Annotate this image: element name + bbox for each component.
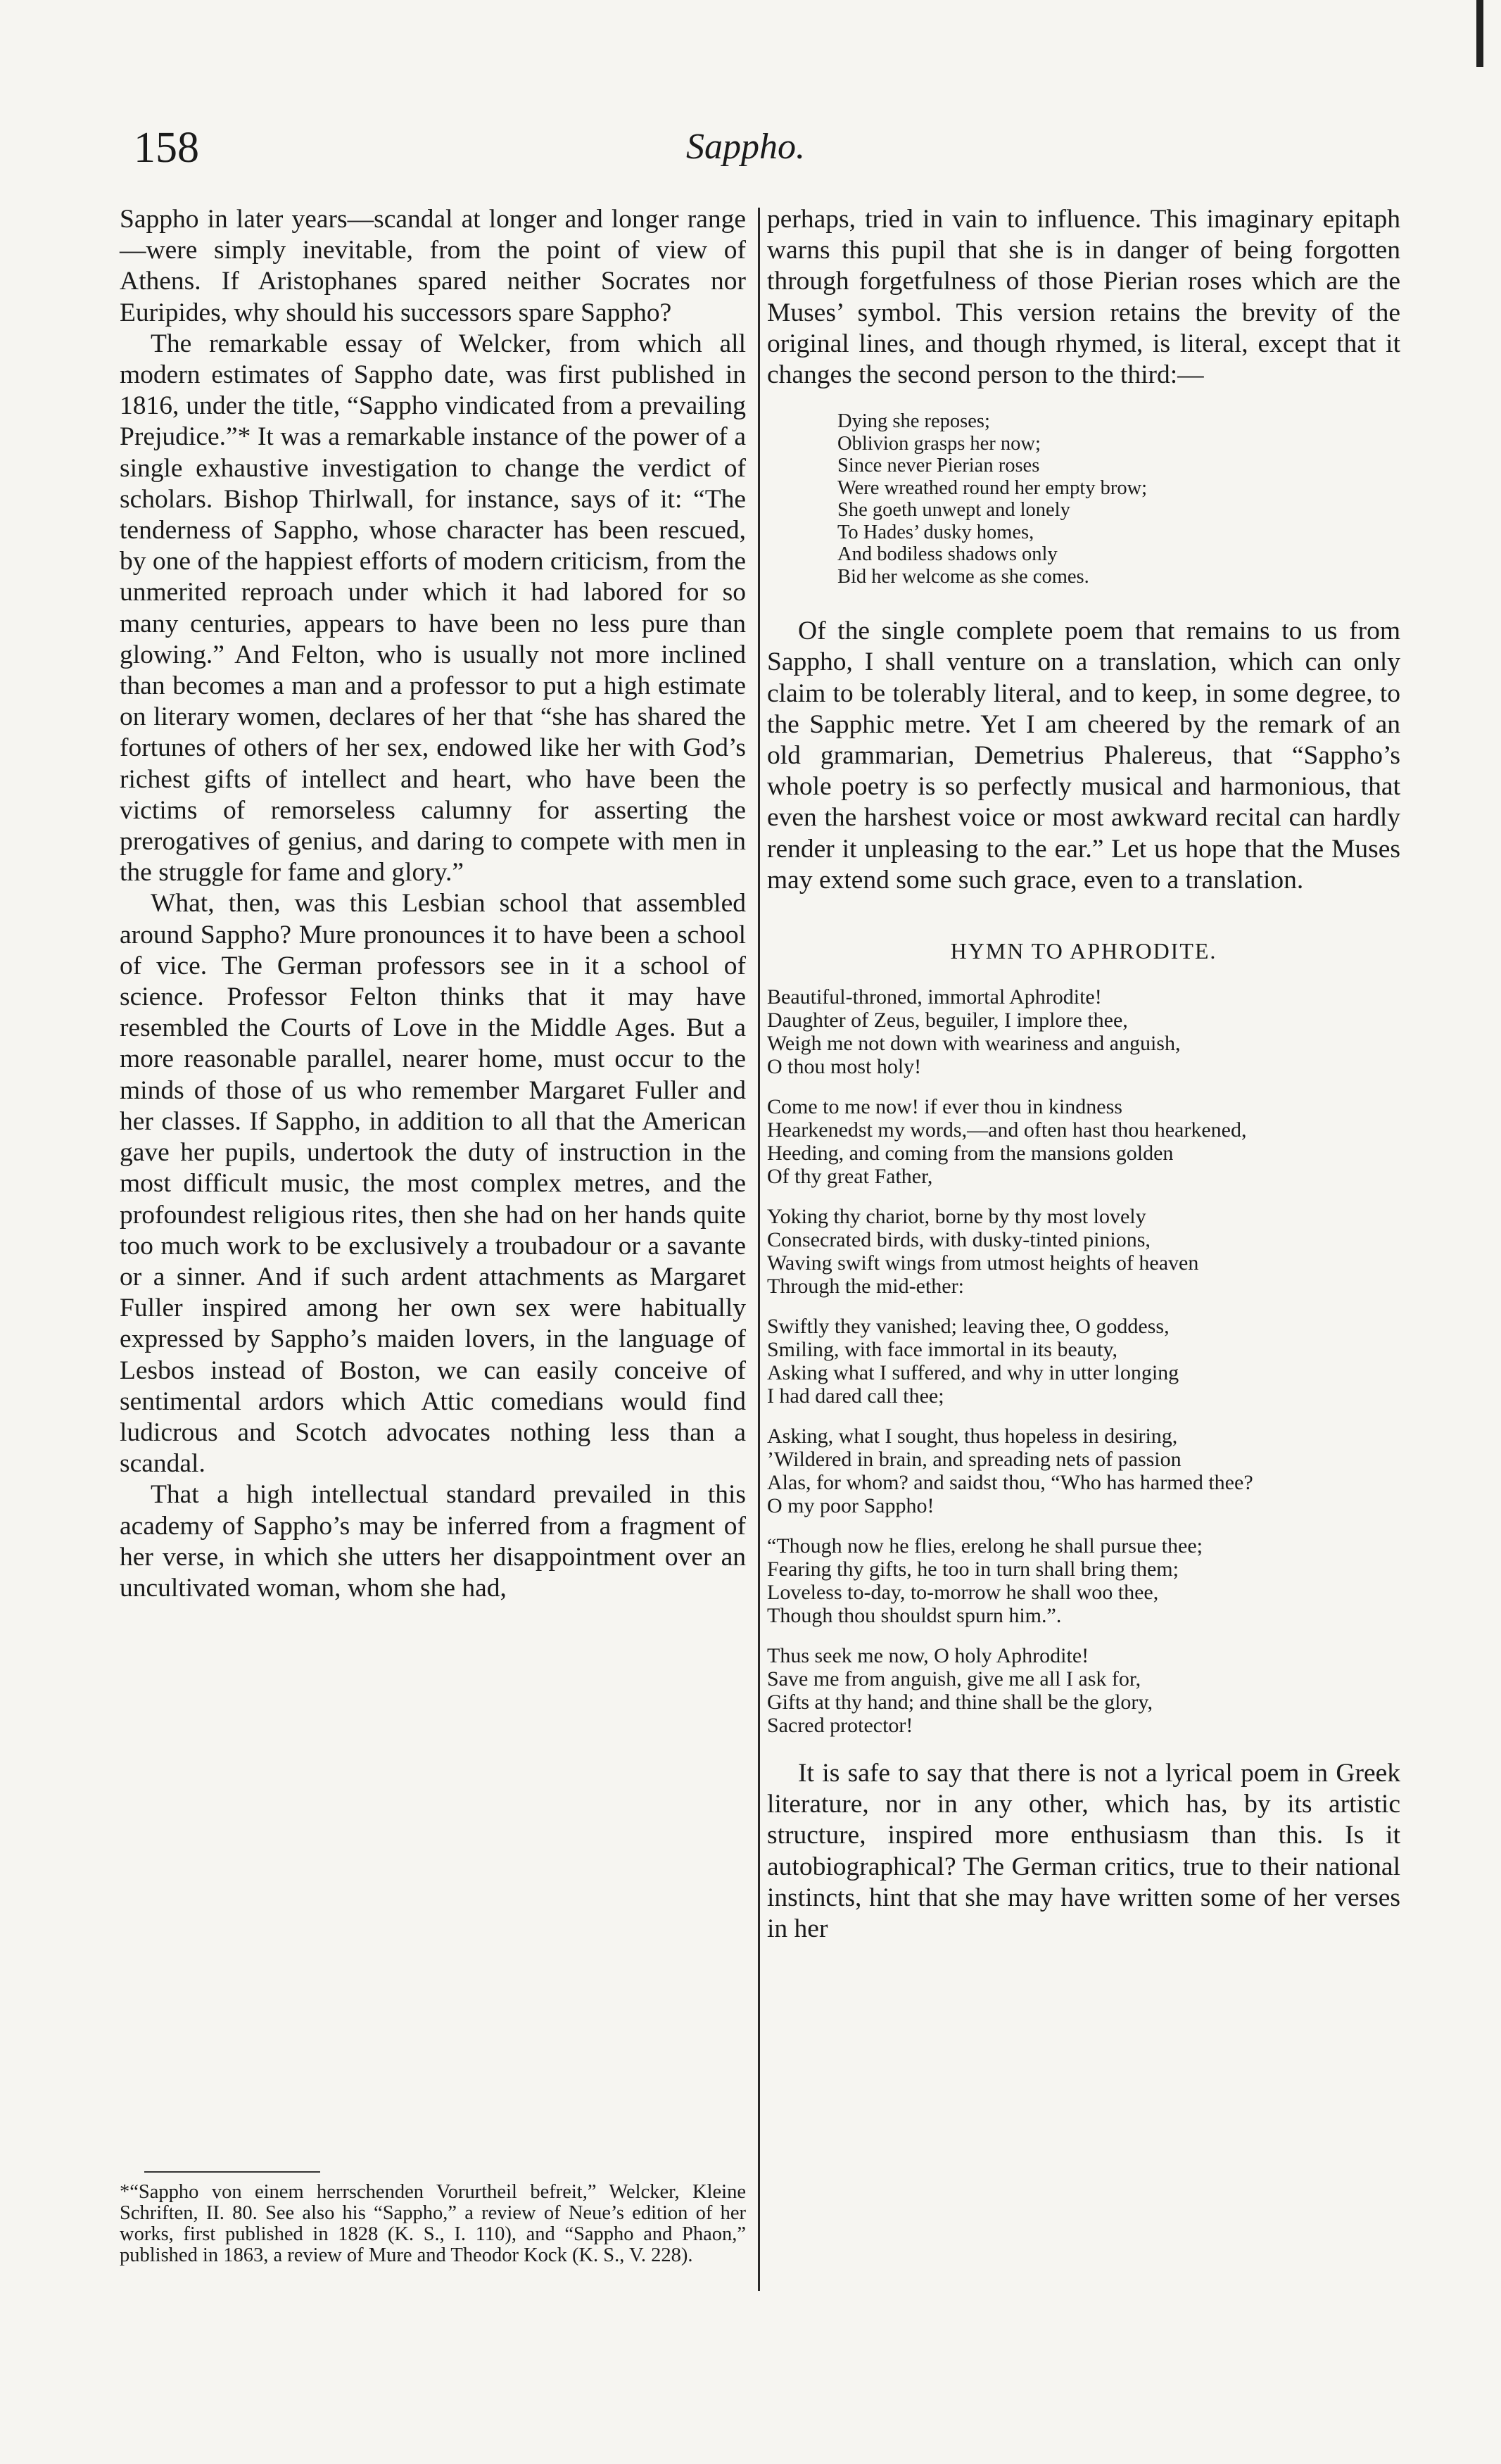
verse-line: Yoking thy chariot, borne by thy most lovely — [767, 1205, 1146, 1229]
verse-line: ’Wildered in brain, and spreading nets of passion — [767, 1448, 1182, 1472]
verse-line: Dying she reposes; — [837, 410, 990, 433]
hymn-stanza — [767, 1205, 1400, 1298]
verse-line: Weigh me not down with weariness and anguish, — [767, 1032, 1181, 1056]
verse-line: Loveless to-day, to-morrow he shall woo thee, — [767, 1581, 1159, 1605]
verse-line: Waving swift wings from utmost heights of heaven — [767, 1251, 1199, 1275]
hymn-title: HYMN TO APHRODITE. — [950, 938, 1217, 964]
verse-line: Swiftly they vanished; leaving thee, O goddess, — [767, 1315, 1170, 1339]
verse-line: And bodiless shadows only — [837, 543, 1058, 566]
column-divider — [758, 208, 760, 2291]
hymn-stanza — [767, 985, 1400, 1078]
verse-line: Come to me now! if ever thou in kindness — [767, 1095, 1122, 1119]
paragraph: perhaps, tried in vain to influence. This imaginary epitaph warns this pupil that she is in danger of being forgotten through forgetfulness of those Pierian roses which are the Muses’ symbol. This version retains the brevity of the original lines, and though rhymed, is literal, except that it changes the second person to the third:— — [767, 205, 1400, 390]
hymn-stanza — [767, 1315, 1400, 1408]
verse-line: O thou most holy! — [767, 1055, 922, 1079]
paragraph: Of the single complete poem that remains to us from Sappho, I shall venture on a translation, which can only claim to be tolerably literal, and to keep, in some degree, to the Sapphic metre. Yet I am cheered by the remark of an old grammarian, Demetrius Phalereus, that “Sappho’s whole poetry is so perfectly musical and harmonious, that even the harshest voice or most awkward recital can hardly render it unpleasing to the ear.” Let us hope that the Muses may extend some such grace, even to a translation. — [767, 617, 1400, 895]
left-column — [120, 204, 746, 1604]
verse-line: To Hades’ dusky homes, — [837, 521, 1034, 543]
paragraph: The remarkable essay of Welcker, from which all modern estimates of Sappho date, was first published in 1816, under the title, “Sappho vindicated from a prevailing Prejudice.”* It was a remarkable instance of the power of a single exhaustive investigation to change the verdict of scholars. Bishop Thirlwall, for instance, says of it: “The tenderness of Sappho, whose character has been rescued, by one of the happiest efforts of modern criticism, from the unmerited reproach under which it had labored for so many centuries, appears to have been no less pure than glowing.” And Felton, who is usually not more inclined than becomes a man and a professor to put a high estimate on literary women, declares of her that “she has shared the fortunes of others of her sex, endowed like her with God’s richest gifts of intellect and heart, who have been the victims of remorseless calumny for asserting the prerogatives of genius, and daring to compete with men in the struggle for fame and glory.” — [120, 329, 746, 887]
verse-line: Daughter of Zeus, beguiler, I implore thee, — [767, 1009, 1128, 1032]
verse-line: Thus seek me now, O holy Aphrodite! — [767, 1644, 1089, 1668]
verse-line: She goeth unwept and lonely — [837, 499, 1070, 522]
footnote-rule — [144, 2171, 320, 2173]
verse-line: Though thou shouldst spurn him.”. — [767, 1604, 1062, 1628]
footnote: *“Sappho von einem herrschenden Vorurtheil befreit,” Welcker, Kleine Schriften, II. 80. See also his “Sappho,” a review of Neue’s edition of her works, first published in 1828 (K. S., I. 110), and “Sappho and Phaon,” published in 1863, a review of Mure and Theodor Kock (K. S., V. 228). — [120, 2181, 746, 2266]
verse-line: Asking, what I sought, thus hopeless in desiring, — [767, 1424, 1178, 1448]
paragraph: It is safe to say that there is not a lyrical poem in Greek literature, nor in any other, which has, by its artistic structure, inspired more enthusiasm than this. Is it autobiographical? The German critics, true to their national instincts, hint that she may have written some of her verses in her — [767, 1759, 1400, 1944]
verse-line: O my poor Sappho! — [767, 1494, 935, 1518]
paragraph: That a high intellectual standard prevailed in this academy of Sappho’s may be inferred from a fragment of her verse, in which she utters her disappointment over an uncultivated woman, whom she had, — [120, 1480, 746, 1603]
verse-line: Heeding, and coming from the mansions golden — [767, 1142, 1174, 1165]
verse-line: Fearing thy gifts, he too in turn shall bring them; — [767, 1558, 1179, 1581]
right-column — [767, 204, 1400, 1945]
paragraph: What, then, was this Lesbian school that assembled around Sappho? Mure pronounces it to have been a school of vice. The German professors see in it a school of science. Professor Felton thinks that it may have resembled the Courts of Love in the Middle Ages. But a more reasonable parallel, nearer home, must occur to the minds of those of us who remember Margaret Fuller and her classes. If Sappho, in addition to all that the American gave her pupils, undertook the duty of instruction in the most difficult music, the most complex metres, and the profoundest religious rites, then she had on her hands quite too much work to be exclusively a troubadour or a savante or a sinner. And if such ardent attachments as Margaret Fuller inspired among her own sex were habitually expressed by Sappho’s maiden lovers, in the language of Lesbos instead of Boston, we can easily conceive of sentimental ardors which Attic comedians would find ludicrous and Scotch advocates nothing less than a scandal. — [120, 889, 746, 1479]
verse-line: Were wreathed round her empty brow; — [837, 476, 1148, 499]
page-header — [0, 116, 1501, 179]
verse-line: “Though now he flies, erelong he shall pursue thee; — [767, 1534, 1203, 1558]
verse-line: Oblivion grasps her now; — [837, 432, 1041, 455]
verse-line: Gifts at thy hand; and thine shall be the glory, — [767, 1691, 1153, 1714]
verse-line: Since never Pierian roses — [837, 455, 1040, 477]
verse-line: Alas, for whom? and saidst thou, “Who has harmed thee? — [767, 1471, 1253, 1495]
verse-line: Bid her welcome as she comes. — [837, 565, 1089, 588]
verse-line: Of thy great Father, — [767, 1165, 933, 1189]
verse-line: Hearkenedst my words,—and often hast thou hearkened, — [767, 1118, 1247, 1142]
running-title: Sappho. — [686, 127, 805, 167]
verse-line: I had dared call thee; — [767, 1384, 944, 1408]
verse-line: Smiling, with face immortal in its beauty, — [767, 1338, 1117, 1362]
page-number: 158 — [134, 124, 199, 172]
epitaph-verse — [837, 410, 1400, 588]
verse-line: Asking what I suffered, and why in utter longing — [767, 1361, 1179, 1385]
paragraph: Sappho in later years—scandal at longer and longer range—were simply inevitable, from the point of view of Athens. If Aristophanes spared neither Socrates nor Euripides, why should his successors spare Sappho? — [120, 205, 746, 327]
verse-line: Save me from anguish, give me all I ask for, — [767, 1667, 1141, 1691]
verse-line: Consecrated birds, with dusky-tinted pinions, — [767, 1228, 1151, 1252]
verse-line: Beautiful-throned, immortal Aphrodite! — [767, 985, 1102, 1009]
hymn-stanza — [767, 1644, 1400, 1737]
hymn-stanza — [767, 1095, 1400, 1188]
verse-line: Through the mid-ether: — [767, 1275, 964, 1299]
hymn-stanza — [767, 1424, 1400, 1517]
hymn-stanza — [767, 1534, 1400, 1627]
verse-line: Sacred protector! — [767, 1714, 913, 1738]
page-edge-mark — [1476, 0, 1483, 67]
